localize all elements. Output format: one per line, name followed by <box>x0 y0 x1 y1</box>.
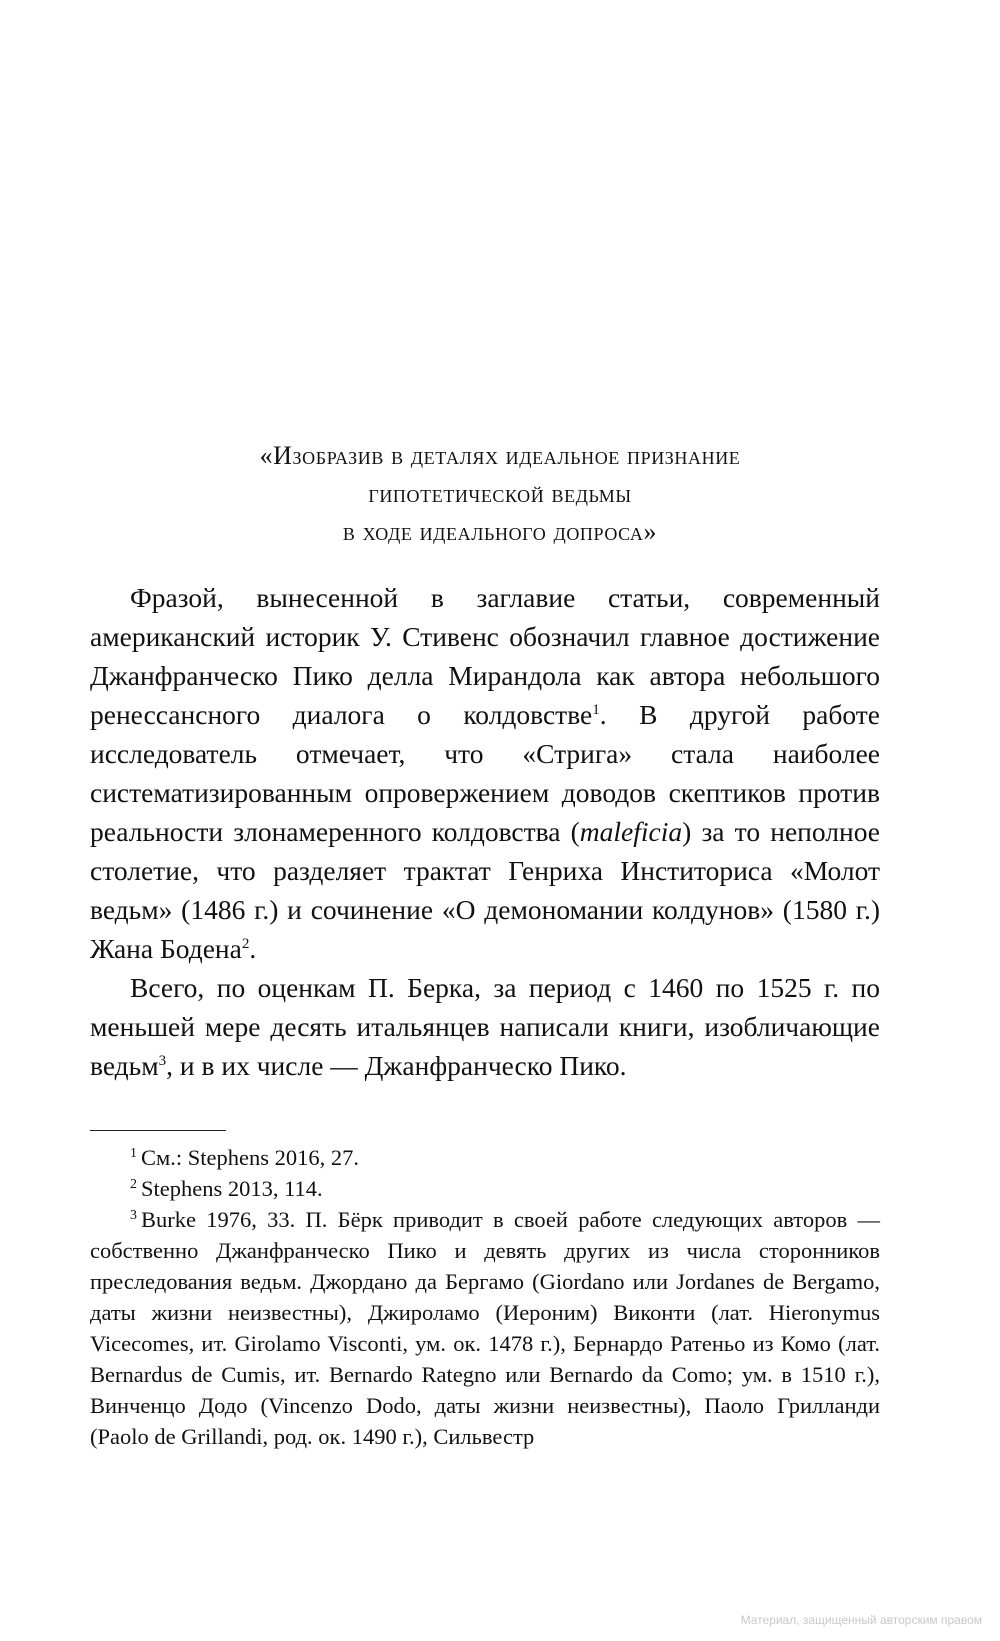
paragraph-1-text-b: . В другой работе исследователь отмечает, что «Стрига» стала наиболее систематизированным опровержением доводов скептиков против реальности злонамеренного колдовства ( <box>90 699 880 847</box>
chapter-title <box>90 437 910 551</box>
title-line-2: гипотетической ведьмы <box>368 479 632 508</box>
footnote-separator <box>90 1130 226 1131</box>
footnote-ref-3: 3 <box>158 1052 167 1069</box>
paragraph-2 <box>90 968 880 1085</box>
footnote-text: Stephens 2013, 114. <box>140 1176 323 1201</box>
paragraph-2-text-a: Всего, по оценкам П. Берка, за период с 1460 по 1525 г. по меньшей мере десять итальянцев написали книги, изобличающие ведьм <box>90 972 880 1081</box>
footnote-number: 2 <box>130 1176 137 1192</box>
paragraph-1-text-a: Фразой, вынесенной в заглавие статьи, современный американский историк У. Стивенс обозначил главное достижение Джанфранческо Пико делла Мирандола как автора небольшого ренессансного диалога о колдовстве <box>90 582 880 730</box>
paragraph-1-text-d: . <box>249 933 257 964</box>
footnote-ref-1: 1 <box>592 701 600 718</box>
footnote-1 <box>90 1142 880 1173</box>
footnote-text: Burke 1976, 33. П. Бёрк приводит в своей работе следующих авторов — собственно Джанфранческо Пико и девять других из числа сторонников преследования ведьм. Джордано да Бергамо (Giordano или Jordanes de Bergamo, даты жизни неизвестны), Джироламо (Иероним) Виконти (лат. Hieronymus Vicecomes, ит. Girolamo Visconti, ум. ок. 1478 г.), Бернардо Ратеньо из Комо (лат. Bernardus de Cumis, ит. Bernardo Rategno или Bernardo da Como; ум. в 1510 г.), Винченцо Додо (Vincenzo Dodo, даты жизни неизвестны), Паоло Грилланди (Paolo de Grillandi, род. ок. 1490 г.), Сильвестр <box>90 1207 880 1449</box>
footnote-3 <box>90 1204 880 1452</box>
footnote-number: 3 <box>130 1207 137 1223</box>
footnotes <box>90 1142 880 1452</box>
title-line-3: в ходе идеального допроса» <box>342 517 658 546</box>
italic-term: maleficia <box>579 816 683 847</box>
title-line-1: «Изобразив в деталях идеальное признание <box>259 441 741 470</box>
paragraph-1-text-c: ) за то неполное столетие, что разделяет трактат Генриха Инститориса «Молот ведьм» (1486 г.) и сочинение «О демономании колдунов» (1580 г.) Жана Бодена <box>90 816 880 964</box>
footnote-number: 1 <box>130 1145 137 1161</box>
copyright-watermark: Материал, защищенный авторским правом <box>740 1613 982 1627</box>
footnote-2 <box>90 1173 880 1204</box>
paragraph-2-text-b: , и в их числе — Джанфранческо Пико. <box>166 1050 627 1081</box>
paragraph-1 <box>90 578 880 968</box>
main-text <box>90 578 880 1085</box>
footnote-ref-2: 2 <box>241 935 250 952</box>
footnote-text: См.: Stephens 2016, 27. <box>140 1145 359 1170</box>
